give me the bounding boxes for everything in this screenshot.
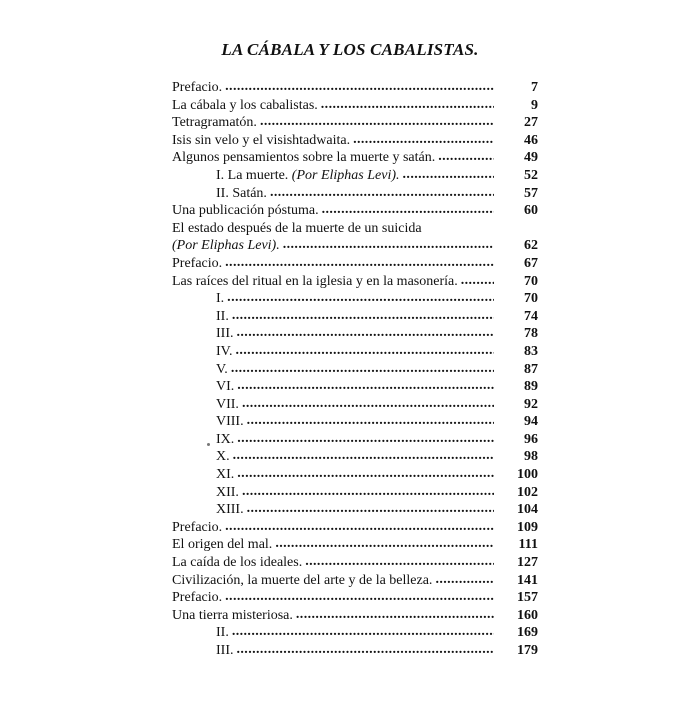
toc-page-number: 94 xyxy=(524,414,538,430)
toc-entry xyxy=(172,132,538,150)
toc-entry-title: El origen del mal. xyxy=(172,537,273,553)
toc-entry xyxy=(172,185,538,203)
toc-entry xyxy=(172,554,538,572)
toc-page-number: 104 xyxy=(517,502,538,518)
toc-entry-title: La caída de los ideales. xyxy=(172,555,303,571)
dot-leader xyxy=(233,447,494,465)
dot-leader xyxy=(270,184,494,202)
dot-leader xyxy=(435,571,494,589)
toc-entry-title: VI. xyxy=(216,379,235,395)
toc-entry-title: II. Satán. xyxy=(216,185,267,201)
dot-leader xyxy=(237,465,494,483)
toc-entry-label xyxy=(172,97,318,115)
toc-entry xyxy=(172,343,538,361)
toc-entry-title: X. xyxy=(216,449,230,465)
toc-entry xyxy=(172,466,538,484)
toc-page-number: 46 xyxy=(524,132,538,148)
toc-page-number: 27 xyxy=(524,115,538,131)
toc-entry xyxy=(172,624,538,642)
dot-leader xyxy=(225,518,494,536)
toc-entry-title: La cábala y los cabalistas. xyxy=(172,97,318,113)
dot-leader xyxy=(260,113,494,131)
toc-entry xyxy=(172,607,538,625)
toc-entry-label xyxy=(216,642,234,660)
toc-entry-title: Isis sin velo y el visishtadwaita. xyxy=(172,132,351,148)
toc-entry xyxy=(172,396,538,414)
toc-entry-label xyxy=(172,202,319,220)
toc-entry-label xyxy=(216,378,234,396)
toc-entry-title: Prefacio. xyxy=(172,80,223,95)
toc-page-number: 157 xyxy=(517,590,538,606)
toc-entry-title: Una tierra misteriosa. xyxy=(172,607,293,623)
toc-entry-label xyxy=(216,290,224,308)
toc-entry-label xyxy=(172,255,222,273)
toc-entry xyxy=(172,79,538,97)
toc-entry-author: (Por Eliphas Levi). xyxy=(172,238,280,254)
toc-page-number: 7 xyxy=(531,80,538,95)
toc-page-number: 74 xyxy=(524,308,538,324)
dot-leader xyxy=(322,201,494,219)
dot-leader xyxy=(225,588,494,606)
toc-entry-label xyxy=(216,413,244,431)
dot-leader xyxy=(237,641,495,659)
page-title: LA CÁBALA Y LOS CABALISTAS. xyxy=(221,40,479,59)
toc-page-number: 96 xyxy=(524,431,538,447)
toc-entry xyxy=(172,220,538,238)
toc-entry-label xyxy=(172,273,458,291)
toc-page-number: 102 xyxy=(517,484,538,500)
toc-entry-label xyxy=(172,220,422,238)
dot-leader xyxy=(237,377,494,395)
dot-leader xyxy=(232,623,494,641)
toc-page-number: 179 xyxy=(517,643,538,658)
toc-entry xyxy=(172,308,538,326)
toc-entry-title: II. xyxy=(216,625,229,641)
toc-entry-title: III. xyxy=(216,326,234,342)
toc-entry-title: I. xyxy=(216,291,225,307)
toc-entry-title: Una publicación póstuma. xyxy=(172,203,319,219)
toc-entry xyxy=(172,255,538,273)
toc-entry-label xyxy=(172,519,222,537)
toc-entry xyxy=(172,519,538,537)
toc-entry-title: XIII. xyxy=(216,502,244,518)
toc-entry-title: XI. xyxy=(216,467,235,483)
toc-entry-title: Tetragramatón. xyxy=(172,115,257,131)
table-of-contents xyxy=(172,79,538,660)
toc-entry-title: VII. xyxy=(216,396,239,412)
toc-entry-label xyxy=(172,132,350,150)
toc-page-number: 141 xyxy=(517,572,538,588)
toc-page-number: 57 xyxy=(524,185,538,201)
toc-entry-author: (Por Eliphas Levi). xyxy=(291,167,400,183)
dot-leader xyxy=(438,148,494,166)
toc-page-number: 70 xyxy=(524,291,538,307)
toc-entry xyxy=(172,431,538,449)
toc-entry-label xyxy=(216,431,234,449)
toc-entry xyxy=(172,448,538,466)
toc-entry-title: Prefacio. xyxy=(172,590,223,606)
toc-entry-title: El estado después de la muerte de un suicida xyxy=(172,220,422,236)
dot-leader xyxy=(237,430,494,448)
toc-entry-label xyxy=(172,572,432,590)
dot-leader xyxy=(275,535,494,553)
dot-leader xyxy=(227,289,494,307)
dot-leader xyxy=(461,272,494,290)
toc-entry xyxy=(172,237,538,255)
toc-entry xyxy=(172,413,538,431)
toc-entry xyxy=(172,378,538,396)
toc-entry-label xyxy=(172,589,222,607)
toc-entry-label xyxy=(172,607,293,625)
toc-entry xyxy=(172,290,538,308)
toc-entry-label xyxy=(216,466,234,484)
toc-page-number: 111 xyxy=(518,537,538,553)
toc-entry xyxy=(172,273,538,291)
toc-entry-title: XII. xyxy=(216,484,239,500)
toc-entry xyxy=(172,97,538,115)
toc-entry-title: I. La muerte. xyxy=(216,167,289,183)
toc-entry xyxy=(172,501,538,519)
toc-entry-label xyxy=(172,114,257,132)
dot-leader xyxy=(247,412,494,430)
toc-page-number: 49 xyxy=(524,150,538,166)
toc-page-number: 9 xyxy=(531,97,538,113)
toc-entry xyxy=(172,167,538,185)
toc-entry-label xyxy=(216,185,267,203)
toc-entry-label xyxy=(216,325,234,343)
toc-entry-label xyxy=(172,536,272,554)
toc-entry xyxy=(172,149,538,167)
dot-leader xyxy=(283,236,494,254)
toc-entry-label xyxy=(172,79,222,97)
toc-entry-label xyxy=(216,396,239,414)
toc-entry xyxy=(172,536,538,554)
toc-entry-title: III. xyxy=(216,643,234,658)
toc-entry xyxy=(172,114,538,132)
dot-leader xyxy=(231,360,494,378)
toc-entry-label xyxy=(172,237,280,255)
toc-page-number: 100 xyxy=(517,467,538,483)
toc-page-number: 109 xyxy=(517,519,538,535)
toc-page-number: 62 xyxy=(524,238,538,254)
dot-leader xyxy=(296,606,494,624)
toc-entry-title: Las raíces del ritual en la iglesia y en la masonería. xyxy=(172,273,458,289)
toc-entry-title: II. xyxy=(216,308,229,324)
dot-leader xyxy=(225,254,494,272)
toc-page-number: 70 xyxy=(524,273,538,289)
toc-entry-title: V. xyxy=(216,361,228,377)
toc-entry xyxy=(172,589,538,607)
toc-entry-label xyxy=(216,501,244,519)
dot-leader xyxy=(232,307,494,325)
toc-page-number: 160 xyxy=(517,607,538,623)
toc-entry-title: IX. xyxy=(216,431,235,447)
toc-entry-title: Civilización, la muerte del arte y de la belleza. xyxy=(172,572,433,588)
toc-page-number: 78 xyxy=(524,326,538,342)
toc-entry-label xyxy=(172,149,435,167)
toc-entry-label xyxy=(216,343,232,361)
toc-entry-label xyxy=(216,484,239,502)
toc-page-number: 67 xyxy=(524,255,538,271)
dot-leader xyxy=(235,342,494,360)
toc-entry xyxy=(172,642,538,660)
toc-entry-title: Prefacio. xyxy=(172,519,223,535)
toc-page-number: 60 xyxy=(524,203,538,219)
toc-entry-label xyxy=(216,167,400,185)
toc-page-number: 89 xyxy=(524,379,538,395)
toc-entry-title: Prefacio. xyxy=(172,255,223,271)
toc-page-number: 92 xyxy=(524,396,538,412)
toc-entry-label xyxy=(216,361,228,379)
dot-leader xyxy=(247,500,494,518)
toc-entry xyxy=(172,484,538,502)
dot-leader xyxy=(242,483,494,501)
dot-leader xyxy=(242,395,494,413)
toc-page-number: 83 xyxy=(524,343,538,359)
toc-entry xyxy=(172,202,538,220)
toc-page-number: 52 xyxy=(524,167,538,183)
toc-entry-title: IV. xyxy=(216,343,233,359)
toc-entry xyxy=(172,572,538,590)
dot-leader xyxy=(225,78,494,96)
toc-entry-label xyxy=(216,448,230,466)
dot-leader xyxy=(353,131,494,149)
dot-leader xyxy=(305,553,494,571)
toc-entry xyxy=(172,361,538,379)
toc-entry-label xyxy=(216,624,229,642)
toc-entry-label xyxy=(172,554,302,572)
toc-entry-title: Algunos pensamientos sobre la muerte y satán. xyxy=(172,150,436,166)
toc-entry-label xyxy=(216,308,229,326)
toc-entry-title: VIII. xyxy=(216,414,244,430)
toc-page-number: 98 xyxy=(524,449,538,465)
toc-page-number: 127 xyxy=(517,555,538,571)
toc-page-number: 87 xyxy=(524,361,538,377)
toc-page-number: 169 xyxy=(517,625,538,641)
toc-entry xyxy=(172,325,538,343)
dot-leader xyxy=(237,324,495,342)
dot-leader xyxy=(403,166,494,184)
dot-leader xyxy=(321,96,494,114)
